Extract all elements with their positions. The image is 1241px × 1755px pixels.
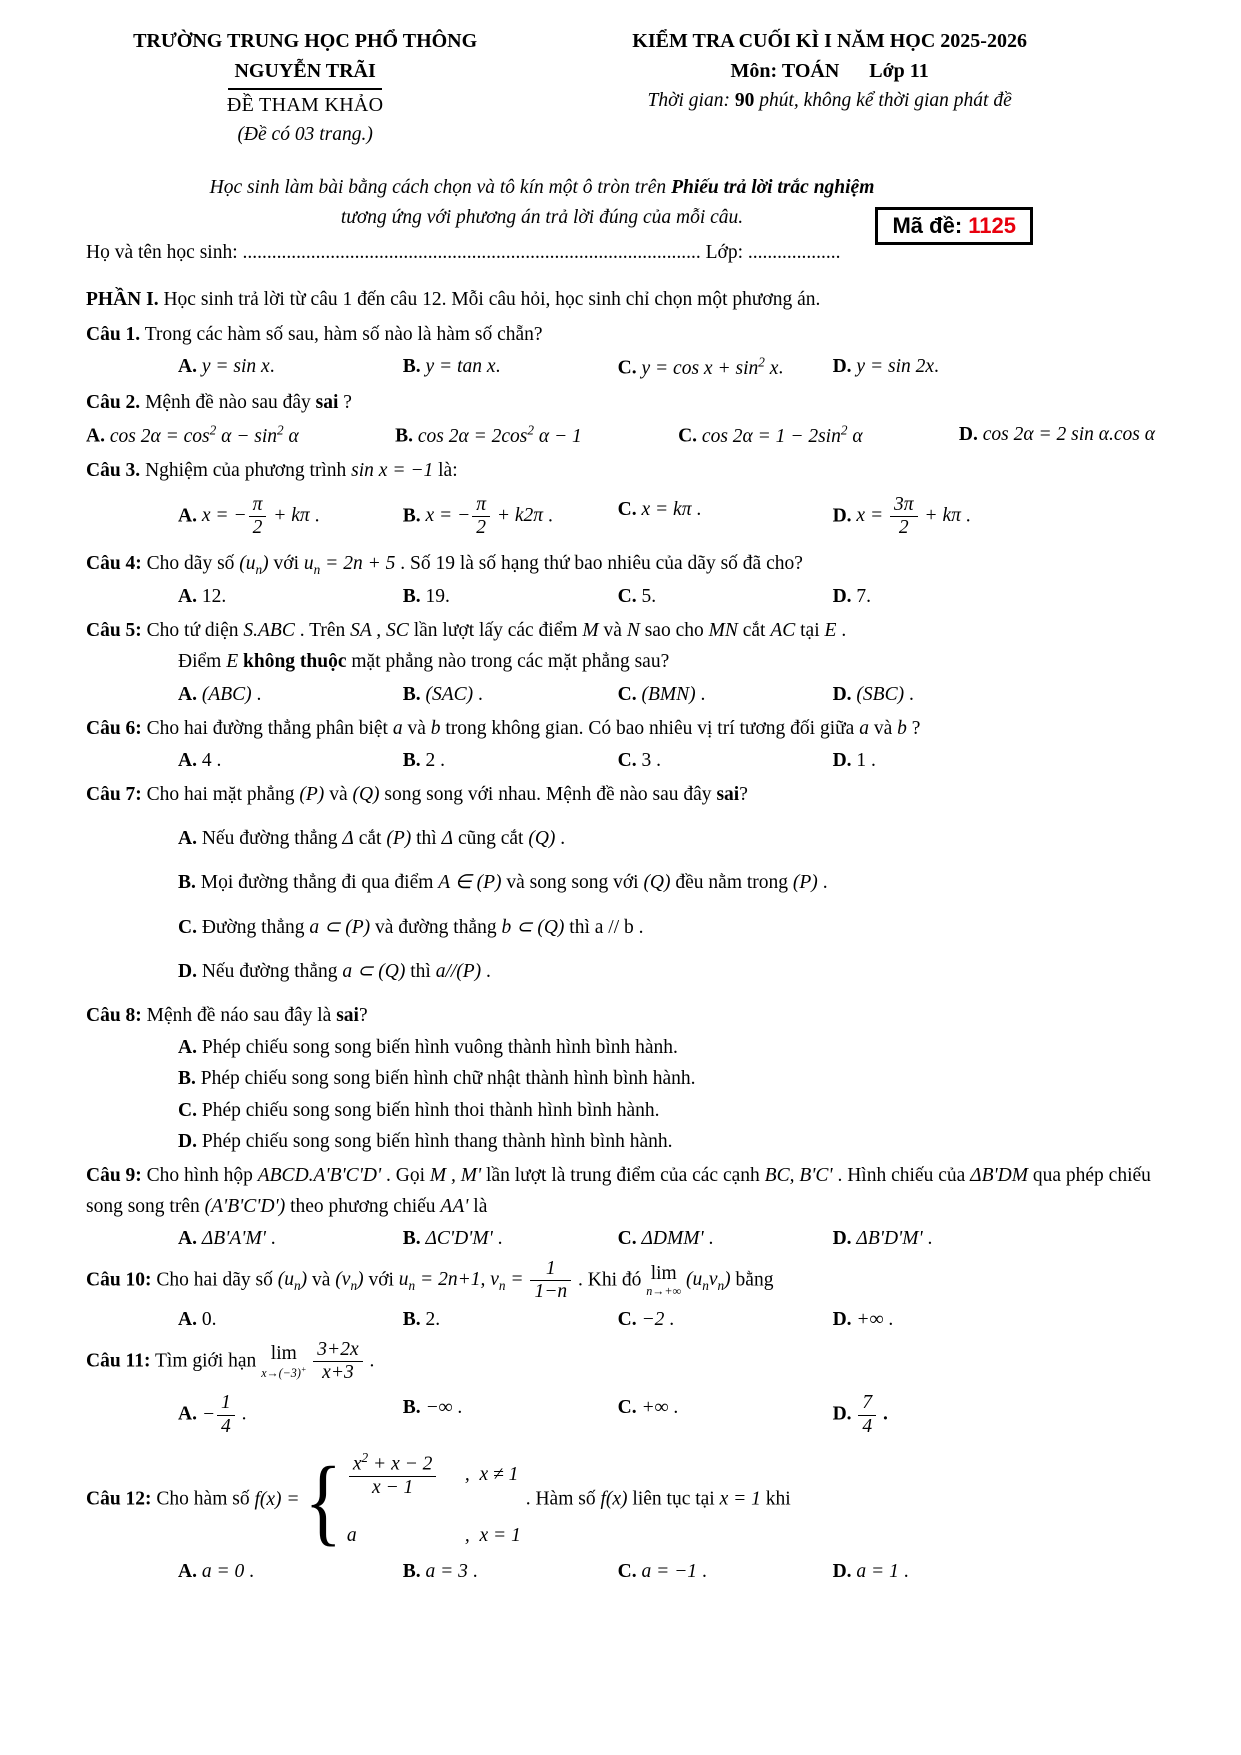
name-label: Họ và tên học sinh:: [86, 241, 243, 263]
question-2: [86, 387, 1155, 452]
option-d: D. Nếu đường thẳng a ⊂ (Q) thì a//(P) .: [178, 960, 491, 982]
option-d: D. cos 2α = 2 sin α.cos α: [958, 424, 1155, 446]
option-b: B. Mọi đường thẳng đi qua điểm A ∈ (P) và song song với (Q) đều nằm trong (P) .: [178, 872, 828, 894]
option-letter: B.: [402, 683, 421, 705]
option-d: D. $\frac{7}{4}$ .: [832, 1392, 888, 1437]
question-11: [86, 1339, 1155, 1439]
question-label: Câu 3.: [86, 459, 141, 481]
question-text: Câu 6: Cho hai đường thẳng phân biệt a và b trong không gian. Có bao nhiêu vị trí tương đối giữa a và b ?: [86, 717, 921, 739]
option-letter: B.: [395, 425, 413, 447]
option-c: C. Đường thẳng a ⊂ (P) và đường thẳng b ⊂ (Q) thì a // b .: [178, 916, 644, 938]
class-dotted-line: ...................: [747, 241, 841, 263]
fraction: $\frac{7}{4}$: [856, 1392, 878, 1438]
option-letter: B.: [178, 1068, 196, 1090]
question-label: Câu 12:: [86, 1489, 152, 1510]
question-1: [86, 319, 1155, 384]
option-letter: A.: [178, 749, 197, 771]
option-a: A. $\cos 2\alpha = \cos^2 \alpha - \sin^2 \alpha$: [86, 422, 299, 447]
question-7: [86, 779, 1155, 987]
option-a: A. Nếu đường thẳng Δ cắt (P) thì Δ cũng cắt (Q) .: [178, 828, 566, 850]
pages-note: (Đề có 03 trang.): [237, 124, 373, 145]
question-label: Câu 2.: [86, 391, 141, 413]
limit-expression: lim x→(−3)+: [261, 1343, 307, 1380]
case-row: a , x = 1: [346, 1524, 521, 1546]
option-b: B. −∞ .: [402, 1397, 463, 1419]
option-c: C. $\cos 2\alpha = 1 - 2\sin^2$ α: [678, 422, 863, 447]
question-text: Câu 8: Mệnh đề náo sau đây là sai?: [86, 1005, 368, 1027]
question-text: Câu 2. Mệnh đề nào sau đây sai ?: [86, 391, 352, 413]
option-letter: D.: [832, 683, 852, 705]
question-text: Câu 4: Cho dãy số $(u_n)$ với $u_n = 2n + 5$ . Số 19 là số hạng thứ bao nhiêu của dãy số đã cho?: [86, 552, 803, 577]
option-letter: D.: [832, 1228, 852, 1250]
options: [86, 823, 1155, 987]
option-a: A. Phép chiếu song song biến hình vuông thành hình bình hành.: [178, 1037, 678, 1059]
question-label: Câu 5:: [86, 620, 142, 642]
option-letter: C.: [617, 749, 637, 771]
option-letter: C.: [617, 1228, 637, 1250]
option-a: A. 0.: [178, 1309, 217, 1331]
option-a: A. ΔB'A'M' .: [178, 1228, 276, 1250]
option-letter: C.: [678, 425, 698, 447]
option-letter: D.: [178, 960, 197, 982]
options: [86, 1556, 1155, 1587]
instruction-text: Học sinh làm bài bằng cách chọn và tô kín một ô tròn trên: [209, 177, 672, 199]
option-d: D. +∞ .: [832, 1309, 894, 1331]
question-label: Câu 9:: [86, 1164, 142, 1186]
option-letter: C.: [617, 683, 637, 705]
option-d: D. Phép chiếu song song biến hình thang thành hình bình hành.: [178, 1130, 673, 1152]
question-label: Câu 7:: [86, 784, 142, 806]
options: [86, 494, 1155, 540]
question-9: [86, 1160, 1155, 1255]
option-letter: C.: [617, 499, 637, 521]
time-value: 90: [734, 90, 755, 111]
option-b: B. 2.: [402, 1309, 441, 1331]
question-8: [86, 1000, 1155, 1157]
options: [86, 1304, 1155, 1335]
option-b: B. Phép chiếu song song biến hình chữ nhật thành hình bình hành.: [178, 1068, 696, 1090]
option-letter: C.: [617, 1397, 637, 1419]
question-text: Điểm E không thuộc mặt phẳng nào trong các mặt phẳng sau?: [178, 651, 670, 673]
question-4: [86, 548, 1155, 612]
option-letter: D.: [178, 1130, 197, 1152]
option-letter: B.: [402, 1309, 421, 1331]
part1-label: PHẦN I.: [86, 288, 159, 310]
question-label: Câu 4:: [86, 552, 142, 574]
option-a: A. 4 .: [178, 749, 222, 771]
option-a: A. (ABC) .: [178, 683, 262, 705]
option-a: A. y = sin x.: [178, 356, 275, 378]
option-letter: A.: [178, 356, 197, 378]
option-c: C. a = −1 .: [617, 1560, 707, 1582]
part1-text: Học sinh trả lời từ câu 1 đến câu 12. Mỗi câu hỏi, học sinh chỉ chọn một phương án.: [158, 288, 821, 310]
option-d: D. y = sin 2x.: [832, 356, 939, 378]
option-b: B. ΔC'D'M' .: [402, 1228, 503, 1250]
options: [86, 351, 1155, 384]
fraction: $\frac{3+2x}{x+3}$: [311, 1339, 364, 1385]
options: [86, 1223, 1155, 1254]
question-text: Câu 12: Cho hàm số f(x) = { $\frac{x^2 + x - 2}{x - 1}$ , x ≠ 1 a , x = 1 . Hàm số f(x) liên tục tại x = 1 khi: [86, 1445, 791, 1555]
option-letter: A.: [86, 425, 105, 447]
option-letter: C.: [178, 916, 197, 938]
option-letter: D.: [832, 356, 852, 378]
question-text: Câu 9: Cho hình hộp ABCD.A'B'C'D' . Gọi M , M' lần lượt là trung điểm của các cạnh BC, B'C' . Hình chiếu của ΔB'DM qua phép chiếu song song trên (A'B'C'D') theo phương chiếu AA' là: [86, 1164, 1151, 1218]
option-b: B. (SAC) .: [402, 683, 483, 705]
options: [86, 745, 1155, 776]
option-letter: D.: [832, 749, 852, 771]
option-a: A. a = 0 .: [178, 1560, 255, 1582]
option-letter: B.: [402, 1228, 421, 1250]
option-b: B. $\cos 2\alpha = 2\cos^2$ α − 1: [395, 422, 582, 447]
part1-heading: [86, 284, 1155, 315]
option-letter: B.: [402, 356, 421, 378]
fraction: $\frac{\pi}{2}$: [470, 494, 492, 540]
option-letter: B.: [402, 749, 421, 771]
option-letter: A.: [178, 683, 197, 705]
option-letter: B.: [178, 872, 196, 894]
fraction: $\frac{x^2 + x - 2}{x - 1}$: [347, 1450, 439, 1499]
option-c: C. Phép chiếu song song biến hình thoi thành hình bình hành.: [178, 1099, 660, 1121]
option-letter: B.: [402, 1397, 421, 1419]
question-label: Câu 11:: [86, 1349, 151, 1371]
option-a: A. 12.: [178, 585, 227, 607]
question-label: Câu 1.: [86, 324, 141, 346]
option-c: C. (BMN) .: [617, 683, 706, 705]
option-letter: D.: [832, 1309, 852, 1331]
option-a: A. x = − $\frac{\pi}{2}$ + kπ .: [178, 494, 320, 539]
option-c: C. 3 .: [617, 749, 661, 771]
option-d: D. a = 1 .: [832, 1560, 909, 1582]
question-5: [86, 615, 1155, 710]
school-name-line2: NGUYỄN TRÃI: [86, 56, 524, 90]
exam-type: ĐỀ THAM KHẢO: [226, 94, 384, 116]
limit-expression: lim n→+∞: [646, 1263, 682, 1298]
question-text: Câu 1. Trong các hàm số sau, hàm số nào là hàm số chẵn?: [86, 324, 543, 346]
exam-title-block: [524, 26, 1155, 149]
options: [86, 1392, 1155, 1438]
options: [86, 419, 1155, 452]
option-c: C. $y = \cos x + \sin^2 x$.: [617, 354, 784, 379]
exam-code-box: [875, 207, 1033, 245]
question-label: Câu 10:: [86, 1268, 152, 1290]
questions-list: [86, 319, 1155, 1587]
option-letter: D.: [832, 585, 852, 607]
options: [86, 581, 1155, 612]
exam-header: [86, 26, 1155, 149]
question-text: Câu 11: Tìm giới hạn lim x→(−3)+ $\frac{3+2x}{x+3}$ .: [86, 1338, 375, 1383]
class-label: Lớp:: [700, 241, 748, 263]
fraction: $\frac{3\pi}{2}$: [888, 494, 920, 540]
option-c: C. −2 .: [617, 1309, 675, 1331]
option-letter: A.: [178, 1309, 197, 1331]
fraction: $\frac{1}{1-n}$: [528, 1258, 573, 1304]
option-c: C. ΔDMM' .: [617, 1228, 714, 1250]
instruction-line-1: [86, 173, 1155, 203]
option-c: C. x = kπ .: [617, 499, 702, 521]
option-d: D. (SBC) .: [832, 683, 914, 705]
question-6: [86, 713, 1155, 776]
option-d: D. ΔB'D'M' .: [832, 1228, 933, 1250]
brace-glyph: {: [304, 1445, 342, 1555]
option-letter: A.: [178, 1560, 197, 1582]
name-dotted-line: ..............................................................................................: [242, 241, 701, 263]
instructions-block: [86, 173, 1155, 268]
option-letter: B.: [402, 505, 421, 527]
exam-title: KIỂM TRA CUỐI KÌ I NĂM HỌC 2025-2026: [632, 30, 1027, 52]
option-letter: C.: [617, 357, 637, 379]
option-letter: C.: [617, 585, 637, 607]
time-prefix: Thời gian:: [647, 90, 735, 111]
fraction: $\frac{1}{4}$: [215, 1392, 237, 1438]
option-letter: A.: [178, 585, 197, 607]
time-line: [524, 86, 1135, 115]
option-d: D. 1 .: [832, 749, 876, 771]
option-letter: D.: [832, 505, 852, 527]
exam-code-label: Mã đề:: [892, 213, 969, 239]
option-c: C. +∞ .: [617, 1397, 679, 1419]
options: [86, 679, 1155, 710]
option-letter: C.: [178, 1099, 197, 1121]
option-letter: D.: [832, 1403, 852, 1425]
question-label: Câu 6:: [86, 717, 142, 739]
option-letter: A.: [178, 1228, 197, 1250]
piecewise-function: [304, 1445, 521, 1555]
question-10: [86, 1258, 1155, 1336]
option-a: A. − $\frac{1}{4}$ .: [178, 1392, 247, 1437]
question-text: Câu 10: Cho hai dãy số $(u_n)$ và $(v_n)$ với $u_n = 2n+1$, $v_n$ = $\frac{1}{1-n}$ . Khi đó lim n→+∞ $(u_nv_n)$ bằng: [86, 1257, 774, 1302]
option-c: C. 5.: [617, 585, 657, 607]
option-letter: A.: [178, 1037, 197, 1059]
instruction-bold-text: Phiếu trả lời trắc nghiệm: [671, 177, 875, 199]
question-text: Câu 7: Cho hai mặt phẳng (P) và (Q) song song với nhau. Mệnh đề nào sau đây sai?: [86, 784, 748, 806]
fraction: $\frac{\pi}{2}$: [247, 494, 269, 540]
question-3: [86, 455, 1155, 540]
option-letter: A.: [178, 505, 197, 527]
question-label: Câu 8:: [86, 1005, 142, 1027]
exam-code-value: 1125: [968, 213, 1016, 239]
question-text: Câu 3. Nghiệm của phương trình sin x = −1 là:: [86, 459, 458, 481]
option-letter: B.: [402, 585, 421, 607]
option-d: D. x = $\frac{3\pi}{2}$ + kπ .: [832, 494, 971, 539]
option-b: B. 2 .: [402, 749, 445, 771]
option-d: D. 7.: [832, 585, 872, 607]
option-b: B. 19.: [402, 585, 450, 607]
subject-line: Môn: TOÁN Lớp 11: [730, 60, 929, 82]
option-b: B. x = − $\frac{\pi}{2}$ + k2π .: [402, 494, 553, 539]
option-b: B. y = tan x.: [402, 356, 501, 378]
school-name-line1: TRƯỜNG TRUNG HỌC PHỔ THÔNG: [133, 30, 478, 52]
question-12: [86, 1446, 1155, 1587]
instruction-line-2: tương ứng với phương án trả lời đúng của mỗi câu.: [340, 207, 744, 229]
option-b: B. a = 3 .: [402, 1560, 478, 1582]
option-letter: B.: [402, 1560, 421, 1582]
option-letter: D.: [958, 424, 978, 446]
options: [86, 1032, 1155, 1157]
option-letter: C.: [617, 1309, 637, 1331]
option-letter: A.: [178, 1403, 197, 1425]
case-row: $\frac{x^2 + x - 2}{x - 1}$ , x ≠ 1: [347, 1450, 521, 1499]
school-block: [86, 26, 524, 149]
option-letter: C.: [617, 1560, 637, 1582]
option-letter: A.: [178, 828, 197, 850]
time-suffix: phút, không kể thời gian phát đề: [754, 90, 1012, 111]
option-letter: D.: [832, 1560, 852, 1582]
question-text: Câu 5: Cho tứ diện S.ABC . Trên SA , SC lần lượt lấy các điểm M và N sao cho MN cắt AC tại E .: [86, 620, 847, 642]
